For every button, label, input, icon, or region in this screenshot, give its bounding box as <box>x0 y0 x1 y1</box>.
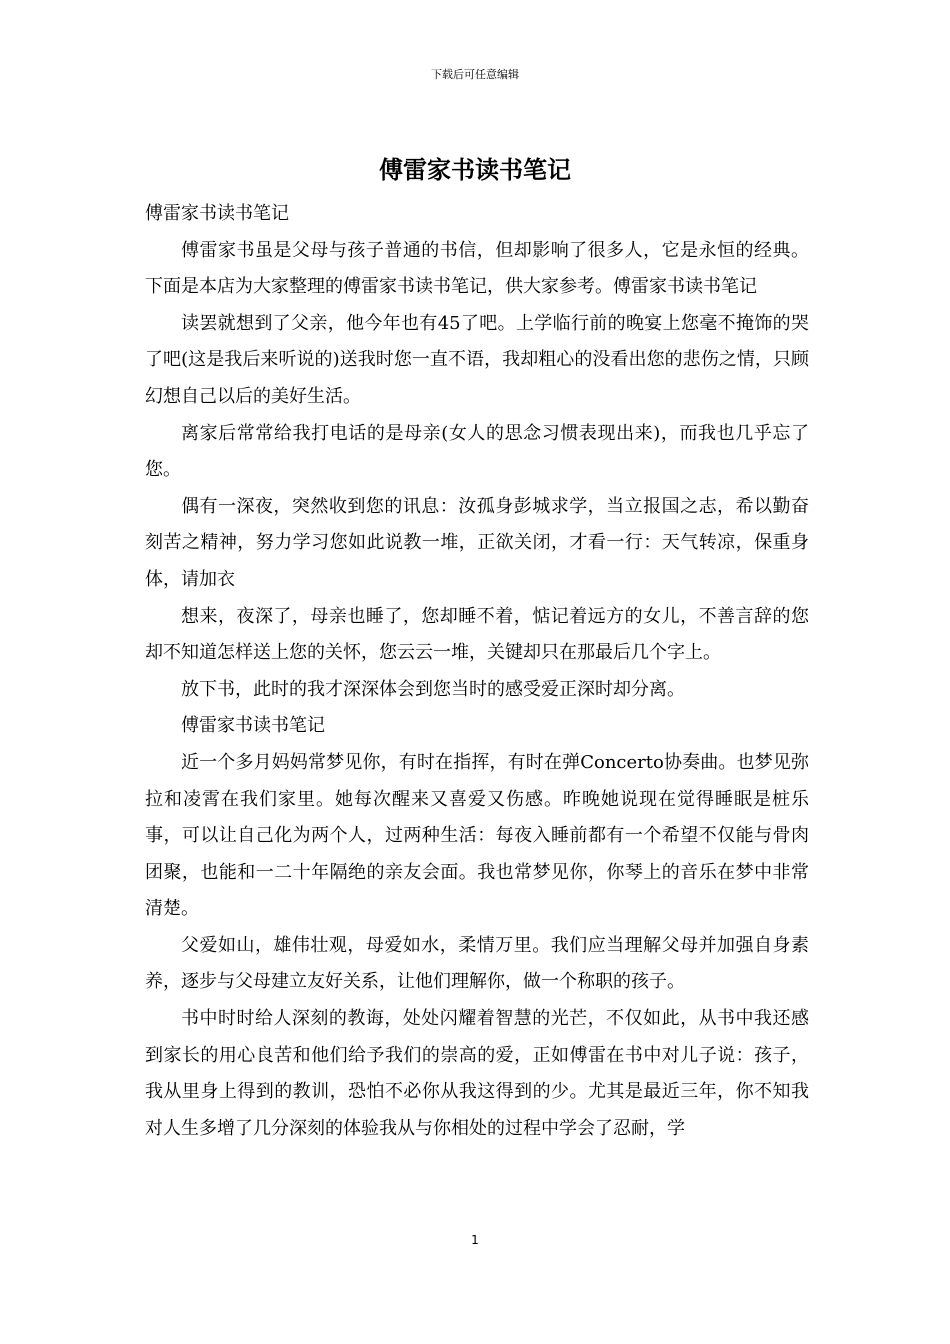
paragraph: 书中时时给人深刻的教诲，处处闪耀着智慧的光芒，不仅如此，从书中我还感到家长的用心良苦和他们给予我们的崇高的爱，正如傅雷在书中对儿子说：孩子，我从里身上得到的教训，恐怕不必你从我这得到的少。尤其是最近三年，你不知我对人生多增了几分深刻的体验我从与你相处的过程中学会了忍耐，学 <box>145 1008 809 1139</box>
paragraph-subtitle: 傅雷家书读书笔记 <box>145 203 289 224</box>
paragraph: 放下书，此时的我才深深体会到您当时的感受爱正深时却分离。 <box>181 678 685 700</box>
paragraph: 想来，夜深了，母亲也睡了，您却睡不着，惦记着远方的女儿，不善言辞的您却不知道怎样送上您的关怀，您云云一堆，关键却只在那最后几个字上。 <box>145 605 809 664</box>
document-body <box>145 196 809 1147</box>
paragraph: 父爱如山，雄伟壮观，母爱如水，柔情万里。我们应当理解父母并加强自身素养，逐步与父母建立友好关系，让他们理解你，做一个称职的孩子。 <box>145 934 809 993</box>
paragraph: 近一个多月妈妈常梦见你，有时在指挥，有时在弹Concerto协奏曲。也梦见弥拉和凌霄在我们家里。她每次醒来又喜爱又伤感。昨晚她说现在觉得睡眠是桩乐事，可以让自己化为两个人，过两种生活：每夜入睡前都有一个希望不仅能与骨肉团聚，也能和一二十年隔绝的亲友会面。我也常梦见你，你琴上的音乐在梦中非常清楚。 <box>145 751 809 920</box>
paragraph: 离家后常常给我打电话的是母亲(女人的思念习惯表现出来)，而我也几乎忘了您。 <box>145 422 809 481</box>
page-number: 1 <box>471 1233 479 1247</box>
paragraph: 读罢就想到了父亲，他今年也有45了吧。上学临行前的晚宴上您毫不掩饰的哭了吧(这是我后来听说的)送我时您一直不语，我却粗心的没看出您的悲伤之情，只顾幻想自己以后的美好生活。 <box>145 312 809 407</box>
paragraph: 傅雷家书虽是父母与孩子普通的书信，但却影响了很多人，它是永恒的经典。下面是本店为大家整理的傅雷家书读书笔记，供大家参考。傅雷家书读书笔记 <box>145 239 809 298</box>
document-title: 傅雷家书读书笔记 <box>379 156 571 184</box>
page-header: 下载后可任意编辑 <box>431 68 519 81</box>
paragraph-section-heading: 傅雷家书读书笔记 <box>181 715 325 737</box>
paragraph: 偶有一深夜，突然收到您的讯息：汝孤身彭城求学，当立报国之志，希以勤奋刻苦之精神，努力学习您如此说教一堆，正欲关闭，才看一行：天气转凉，保重身体，请加衣 <box>145 495 809 590</box>
